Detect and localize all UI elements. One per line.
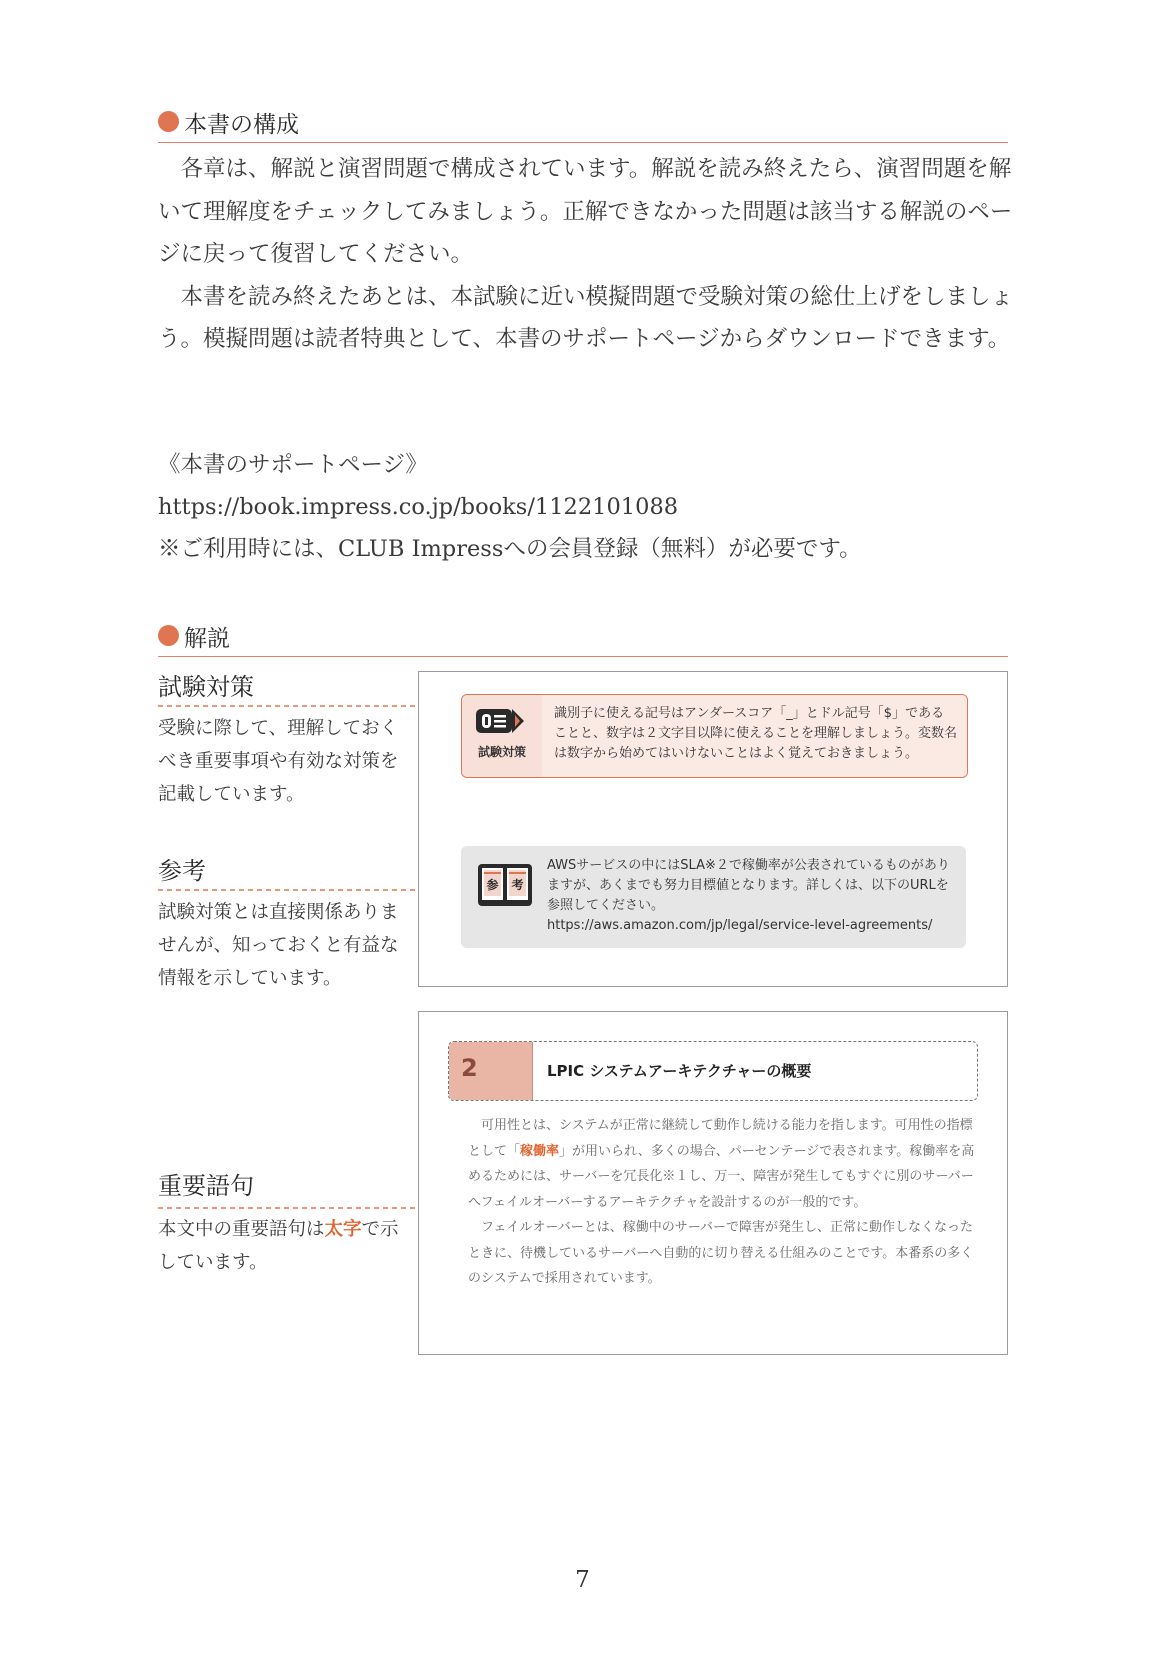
sample-keyword: 稼働率 bbox=[520, 1143, 560, 1159]
section-heading-structure bbox=[158, 102, 1008, 143]
book-icon bbox=[475, 860, 535, 910]
chapter-number: 2 bbox=[461, 1054, 478, 1082]
section-heading-label: 解説 bbox=[184, 626, 230, 652]
reference-title: 参考 bbox=[158, 857, 206, 885]
intro-paragraphs bbox=[158, 148, 1013, 361]
section-heading-label: 本書の構成 bbox=[184, 112, 299, 138]
reference-text-block bbox=[547, 856, 956, 936]
book-icon-char-right: 考 bbox=[511, 878, 524, 892]
bullet-dot-icon bbox=[158, 625, 179, 646]
key-terms-desc-after: で示しています。 bbox=[158, 1219, 399, 1273]
chapter-title: LPIC システムアーキテクチャーの概要 bbox=[547, 1062, 812, 1080]
bullet-dot-icon bbox=[158, 111, 179, 132]
exam-tip-box bbox=[461, 694, 968, 778]
support-url-link[interactable]: https://book.impress.co.jp/books/1122101088 bbox=[158, 494, 679, 520]
reference-box bbox=[461, 846, 966, 948]
sample-p1-after: 」が用いられ、多くの場合、パーセンテージで表されます。稼働率を高めるためには、サーバーを冗長化※１し、万一、障害が発生してもすぐに別のサーバーへフェイルオーバーするアーキテクチャを設計するのが一般的です。 bbox=[468, 1143, 975, 1210]
chapter-heading bbox=[448, 1041, 978, 1101]
exam-tips-description: 受験に際して、理解しておくべき重要事項や有効な対策を記載しています。 bbox=[158, 718, 399, 805]
support-info bbox=[158, 444, 1013, 570]
intro-paragraph-2: 本書を読み終えたあとは、本試験に近い模擬問題で受験対策の総仕上げをしましょう。模擬問題は読者特典として、本書のサポートページからダウンロードできます。 bbox=[158, 283, 1014, 352]
sample-paragraph-2: フェイルオーバーとは、稼働中のサーバーで障害が発生し、正常に動作しなくなったときに、待機しているサーバーへ自動的に切り替える仕組みのことです。本番系の多くのシステムで採用されています。 bbox=[468, 1220, 974, 1286]
intro-paragraph-1: 各章は、解説と演習問題で構成されています。解説を読み終えたら、演習問題を解いて理解度をチェックしてみましょう。正解できなかった問題は該当する解説のページに戻って復習してください。 bbox=[158, 156, 1013, 267]
key-terms-desc-highlight: 太字 bbox=[324, 1219, 362, 1240]
reference-url-link[interactable]: https://aws.amazon.com/jp/legal/service-level-agreements/ bbox=[547, 918, 933, 933]
chapter-number-badge bbox=[449, 1042, 533, 1100]
sample-body-text bbox=[468, 1113, 978, 1292]
reference-description: 試験対策とは直接関係ありませんが、知っておくと有益な情報を示しています。 bbox=[158, 902, 399, 989]
support-page-title: 《本書のサポートページ》 bbox=[158, 452, 428, 478]
tip-text: 識別子に使える記号はアンダースコア「_」とドル記号「$」であることと、数字は２文字目以降に使えることを理解しましょう。変数名は数字から始めてはいけないことはよく覚えておきましょう。 bbox=[542, 695, 967, 777]
sample-p1-before: 可用性とは、システムが正常に継続して動作し続ける能力を指します。可用性の指標として「 bbox=[468, 1118, 973, 1159]
key-terms-desc-before: 本文中の重要語句は bbox=[158, 1219, 325, 1240]
key-terms-title: 重要語句 bbox=[158, 1172, 254, 1200]
tip-icon-label: 試験対策 bbox=[477, 745, 526, 759]
book-icon-char-left: 参 bbox=[486, 878, 499, 892]
page-number: 7 bbox=[575, 1567, 590, 1593]
reference-text: AWSサービスの中にはSLA※２で稼働率が公表されているものがありますが、あくまでも努力目標値となります。詳しくは、以下のURLを参照してください。 bbox=[547, 858, 950, 913]
exam-tips-title: 試験対策 bbox=[158, 673, 254, 701]
section-heading-explanation bbox=[158, 616, 1008, 657]
support-note: ※ご利用時には、CLUB Impressへの会員登録（無料）が必要です。 bbox=[158, 536, 862, 562]
sample-paragraph-1 bbox=[468, 1113, 978, 1215]
tip-icon-column bbox=[462, 695, 542, 777]
key-terms-description bbox=[158, 1213, 408, 1279]
